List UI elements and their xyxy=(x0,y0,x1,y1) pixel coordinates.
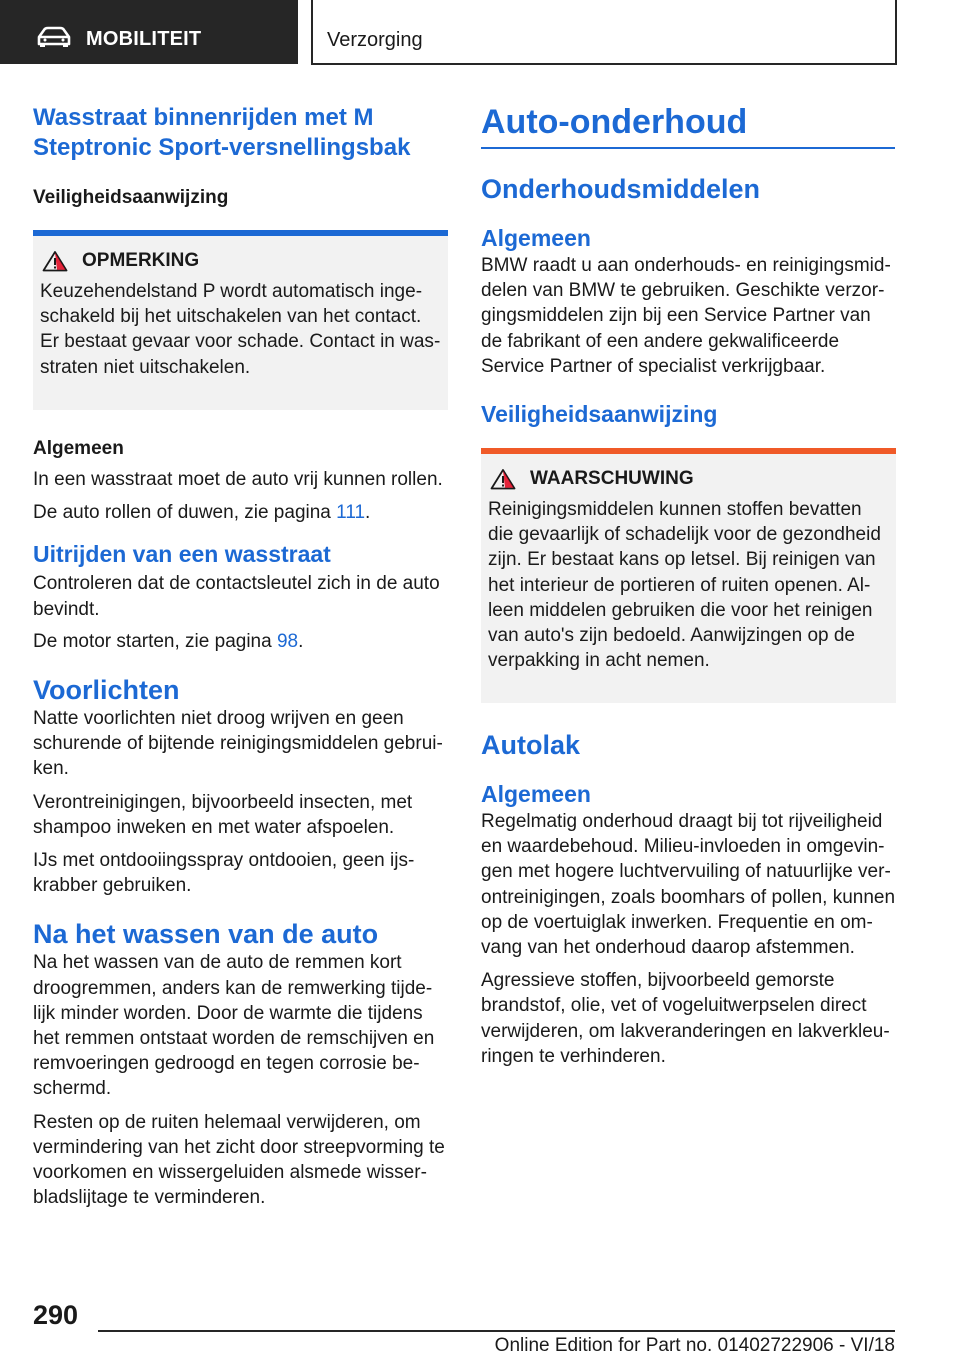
general-paragraph-2: De auto rollen of duwen, zie pagina 111. xyxy=(33,502,371,524)
warning-text: Reinigingsmiddelen kunnen stoffen bevatten die gevaarlijk of schadelijk voor de gezondheid zijn. Er bestaat kans op letsel. Bij reinigen van het interieur de portieren of ruiten openen. Alleen middelen gebruiken die voor het reinigen van auto's zijn bedoeld. Aanwijzingen op de verpakking in acht nemen. xyxy=(488,499,881,672)
warning-triangle-icon xyxy=(42,250,68,272)
section-tab[interactable] xyxy=(0,0,298,64)
after-wash-paragraph-2: Resten op de ruiten helemaal verwijderen, om vermindering van het zicht door streepvorming te voorkomen en wissergeluiden alsmede wisserbladslijtage te verminderen. xyxy=(33,1111,445,1209)
chapter-tab[interactable] xyxy=(311,0,897,65)
exit-paragraph-2: De motor starten, zie pagina 98. xyxy=(33,630,304,652)
right-safety-heading: Veiligheidsaanwijzing xyxy=(481,401,718,428)
headlights-paragraph-1: Natte voorlichten niet droog wrijven en geen schurende of bijtende reinigingsmiddelen gebruiken. xyxy=(33,708,443,780)
headlights-paragraph-3: IJs met ontdooiingsspray ontdooien, geen ijskrabber gebruiken. xyxy=(33,850,415,897)
after-wash-paragraph-1: Na het wassen van de auto de remmen kort droogremmen, anders kan de remwerking tijdelijk minder worden. Door de warmte die tijdens het remmen ontstaat worden de remschijven en remvoeringen gedroogd en tegen corrosie beschermd. xyxy=(33,952,435,1100)
page-ref-link[interactable]: 98 xyxy=(276,630,299,652)
after-wash-heading: Na het wassen van de auto xyxy=(33,919,379,950)
warning-header xyxy=(488,468,890,490)
page-number: 290 xyxy=(33,1300,79,1330)
right-column xyxy=(481,100,896,1069)
warning-label: WAARSCHUWING xyxy=(530,468,694,490)
warning-box xyxy=(481,448,896,703)
notice-box xyxy=(33,230,448,410)
care-paragraph: BMW raadt u aan onderhouds- en reinigingsmiddelen van BMW te gebruiken. Geschikte verzorgingsmiddelen zijn bij een Service Partner van de fabrikant of een andere gekwalificeerde Service Partner of specialist verkrijgbaar. xyxy=(481,255,891,377)
title-divider xyxy=(481,147,895,149)
headlights-heading: Voorlichten xyxy=(33,675,180,706)
warning-triangle-icon xyxy=(490,468,516,490)
section-label: MOBILITEIT xyxy=(86,28,202,50)
paint-general-heading: Algemeen xyxy=(481,781,591,808)
car-wash-title: Wasstraat binnenrijden met M Steptronic Sport-versnellingsbak xyxy=(33,104,411,161)
paint-heading: Autolak xyxy=(481,730,581,761)
left-safety-heading: Veiligheidsaanwijzing xyxy=(33,187,229,208)
page-ref-link[interactable]: 111 xyxy=(336,502,366,524)
paint-paragraph-2: Agressieve stoffen, bijvoorbeeld gemorste brandstof, olie, vet of vogeluitwerpselen direct verwijderen, om lakveranderingen en lakverkleuringen te verhinderen. xyxy=(481,970,890,1067)
exit-paragraph-1: Controleren dat de contactsleutel zich in de auto bevindt. xyxy=(33,573,440,620)
care-products-heading: Onderhoudsmiddelen xyxy=(481,174,761,204)
care-general-heading: Algemeen xyxy=(481,225,591,251)
general-heading: Algemeen xyxy=(33,438,124,459)
notice-label: OPMERKING xyxy=(82,250,200,271)
chapter-label: Verzorging xyxy=(327,29,423,51)
car-icon xyxy=(36,26,72,48)
notice-text: Keuzehendelstand P wordt automatisch ingeschakeld bij het uitschakelen van het contact. Er bestaat gevaar voor schade. Contact in wasstraten niet uitschakelen. xyxy=(40,281,441,378)
exit-heading: Uitrijden van een wasstraat xyxy=(33,541,331,568)
edition-text: Online Edition for Part no. 01402722906 - VI/18 xyxy=(494,1335,895,1356)
maintenance-title: Auto-onderhoud xyxy=(481,103,748,141)
left-column xyxy=(33,100,448,1210)
headlights-paragraph-2: Verontreinigingen, bijvoorbeeld insecten, met shampoo inweken en met water afspoelen. xyxy=(33,791,413,838)
paint-paragraph-1: Regelmatig onderhoud draagt bij tot rijveiligheid en waardebehoud. Milieu-invloeden in omgevingen met hogere luchtvervuiling of natuurlijke verontreinigingen, zoals boomhars of pollen, kunnen op de voertuiglak inwerken. Frequentie en omvang van het onderhoud daarop afstemmen. xyxy=(481,811,896,959)
page-header xyxy=(0,0,960,66)
general-paragraph-1: In een wasstraat moet de auto vrij kunnen rollen. xyxy=(33,469,443,490)
notice-header xyxy=(40,250,442,272)
footer-divider xyxy=(98,1330,895,1332)
